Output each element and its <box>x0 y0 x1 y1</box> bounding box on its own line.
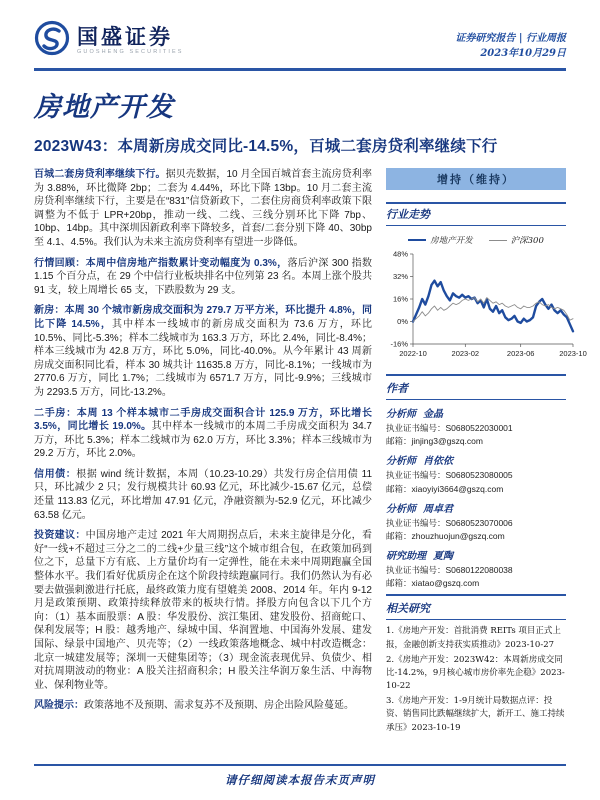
svg-text:2023-02: 2023-02 <box>451 349 480 358</box>
author-role: 分析师 <box>386 409 416 420</box>
authors-heading: 作者 <box>386 378 566 400</box>
chart-plot-area <box>386 248 587 366</box>
page-title: 房地产开发 <box>34 92 174 123</box>
sidebar <box>386 168 587 737</box>
paragraph-text: 落后沪深 300 指数 1.15 个百分点，在 29 个中信行业板块排名中位列第 23 名。本周上涨个股共 91 支，较上周增长 65 支，下跌股数为 29 支。 <box>34 257 372 296</box>
author-name: 周卓君 <box>422 503 453 515</box>
svg-text:-16%: -16% <box>390 339 408 349</box>
paragraph-investment-advice <box>34 529 372 692</box>
paragraph-lead: 风险提示： <box>34 700 84 712</box>
paragraph-lead: 行情回顾：本周中信房地产指数累计变动幅度为 0.3%， <box>34 257 288 269</box>
paragraph-mortgage-rate <box>34 168 372 250</box>
author-name: 夏陶 <box>432 551 453 563</box>
paragraph-text: 政策落地不及预期、需求复苏不及预期、房企出险风险蔓延。 <box>84 700 354 712</box>
author-role: 研究助理 <box>386 551 426 563</box>
legend-label: 沪深300 <box>510 236 544 246</box>
paragraph-text: 其中样本一线城市的本周二手房成交面积为 34.7 万方，环比 5.3%；样本二线城市为 62.0 万方，环比 3.3%；样本三线城市为 29.2 万方，环比 2.0%。 <box>34 421 372 460</box>
svg-text:2023-06: 2023-06 <box>506 349 535 358</box>
paragraph-lead: 百城二套房贷利率继续下行。 <box>34 169 166 180</box>
paragraph-lead: 信用债： <box>34 468 77 480</box>
email-value: xiatao@gszq.com <box>411 578 480 589</box>
cert-number: S0680523080005 <box>445 470 513 481</box>
legend-item-realestate <box>408 234 473 246</box>
cert-label: 执业证书编号： <box>386 423 446 433</box>
email-value: zhouzhuojun@gszq.com <box>411 530 505 541</box>
email-label: 邮箱： <box>386 530 412 541</box>
header <box>34 20 566 61</box>
footer <box>34 764 566 788</box>
paragraph-lead: 投资建议： <box>34 530 86 542</box>
author-name: 金晶 <box>422 409 443 420</box>
footer-disclaimer: 请仔细阅读本报告末页声明 <box>225 773 375 787</box>
paragraph-lead: 新房：本周 30 个城市新房成交面积为 279.7 万平方米，环比提升 4.8%，同比下降 14.5%， <box>34 305 372 330</box>
cert-label: 执业证书编号： <box>386 470 446 481</box>
cert-label: 执业证书编号： <box>386 517 446 528</box>
author-role: 分析师 <box>386 503 416 515</box>
paragraph-market-review <box>34 257 372 298</box>
email-label: 邮箱： <box>386 578 412 589</box>
related-research-item: 2.《房地产开发：2023W42：本周新房成交同比-14.2%，9月核心城市房价率先企稳》2023-10-22 <box>386 654 565 692</box>
brand-name-en: GUOSHENG SECURITIES <box>77 48 184 55</box>
legend-label: 房地产开发 <box>430 236 473 246</box>
author-entry <box>386 547 566 590</box>
svg-text:16%: 16% <box>392 294 408 304</box>
header-rule <box>34 68 566 71</box>
guosheng-logo-icon <box>34 20 70 61</box>
report-body <box>34 168 372 720</box>
author-entry <box>386 405 566 448</box>
cert-number: S0680523070006 <box>445 517 513 528</box>
email-label: 邮箱： <box>386 436 412 447</box>
author-name: 肖依依 <box>422 456 453 468</box>
legend-line-realestate-icon <box>408 239 426 241</box>
section-divider <box>386 374 566 376</box>
cert-number: S0680122080038 <box>445 565 513 576</box>
section-divider <box>386 594 566 596</box>
paragraph-risk-warning <box>34 699 372 713</box>
svg-text:0%: 0% <box>397 317 408 326</box>
legend-line-hs300-icon <box>489 240 507 241</box>
svg-text:48%: 48% <box>392 249 408 259</box>
legend-item-hs300 <box>489 234 544 246</box>
brand-name-cn: 国盛证券 <box>77 23 173 49</box>
author-entry <box>386 500 566 543</box>
related-research-list <box>386 625 566 734</box>
svg-text:2022-10: 2022-10 <box>399 349 427 358</box>
chart-legend <box>386 234 566 246</box>
paragraph-credit-bonds <box>34 468 372 522</box>
paragraph-text: 中国房地产走过 2021 年大周期拐点后，未来主旋律是分化，看好“一线+不超过三分之二的二线+少量三线”这个城市组合包，在政策加码到位之下，总量下方有底、上方量价均有一定弹性，能在未来中周期跑赢全国整体水平。我们看好优质房企在这个阶段持续跑赢同行。我们仍然认为有必要去做强刺激进行托底，最终政策力度有望媲美 2008、2014 年。年内 9-12 月是政策预期、政策持续释放带来的板块行情。择股方向包含以下几个方向：（1）基本面股票：A 股：华发股份、滨江集团、建发股份、招商蛇口、保利发展等；H 股：越秀地产、绿城中国、华润置地、中国海外发展、建发国际、绿景中国地产、贝壳等；（2）一线政策落地概念、城中村改造概念：北京一城建发展等；深圳一天健集团等；（3）现金流表现优异、负债少、相对抗周期波动的物业：A 股关注招商积余；H 股关注华润万象生活、中海物业、保利物业等。 <box>34 530 373 691</box>
cert-number: S0680522030001 <box>445 423 513 433</box>
paragraph-secondhand-homes <box>34 407 372 461</box>
email-value: jinjing3@gszq.com <box>411 436 483 447</box>
brand <box>34 20 184 61</box>
related-research-item: 1.《房地产开发：首批消费 REITs 项目正式上报，金融创新支持获实质推动》2023-10-27 <box>386 626 561 650</box>
svg-text:32%: 32% <box>392 272 408 281</box>
paragraph-new-homes <box>34 304 372 399</box>
svg-text:2023-10: 2023-10 <box>559 349 587 358</box>
report-type: 证券研究报告 | 行业周报 <box>455 33 566 44</box>
cert-label: 执业证书编号： <box>386 565 446 576</box>
email-label: 邮箱： <box>386 483 412 494</box>
related-research-heading: 相关研究 <box>386 598 566 620</box>
rating-badge: 增持（维持） <box>386 168 566 190</box>
author-role: 分析师 <box>386 456 416 468</box>
email-value: xiaoyiyi3664@gszq.com <box>411 483 504 494</box>
report-subtitle: 2023W43：本周新房成交同比-14.5%，百城二套房贷利率继续下行 <box>34 138 498 155</box>
paragraph-text: 其中样本一线城市的新房成交面积为 73.6 万方，环比 10.5%、同比-5.3%；样本二线城市为 163.3 万方，环比 2.4%，同比-8.4%；样本三线城市为 42.8 万方，环比 5.0%，同比-40.0%。从今年累计 43 周新房成交面积同比看，样本 30 城共计 11635.8 万方，同比-8.1%；一线城市为 2770.6 万方，同比 1.7%；二线城市为 6571.7 万方，同比-9.9%；三线城市为 2293.5 万方，同比-13.2%。 <box>34 318 372 398</box>
report-date: 2023年10月29日 <box>480 48 566 59</box>
related-research-item: 3.《房地产开发：1-9月统计局数据点评：投资、销售同比跌幅继续扩大，新开工、施工持续承压》2023-10-19 <box>386 696 565 733</box>
author-entry <box>386 452 566 495</box>
paragraph-text: 据贝壳数据，10 月全国百城首套主流房贷利率为 3.88%，环比微降 2bp；二套为 4.44%，环比下降 13bp。10 月二套主流房贷利率继续下行，主要是在“831”信贷新政下，二套住房商贷利率政策下限调整为不低于 LPR+20bp，推动一线、二线、三线分别环比下降 7bp、10bp、14bp。其中深圳因新政利率下降较多，首套/二套分别下降 40、30bp 至 4.1、4.5%。我们认为未来主流房贷利率有望进一步降低。 <box>34 169 373 248</box>
authors-list <box>386 405 566 590</box>
paragraph-lead: 二手房：本周 13 个样本城市二手房成交面积合计 125.9 万方，环比增长 3.5%，同比增长 19.0%。 <box>34 407 372 433</box>
industry-trend-chart <box>386 234 587 366</box>
industry-trend-heading: 行业走势 <box>386 202 566 226</box>
paragraph-text: 根据 wind 统计数据，本周（10.23-10.29）共发行房企信用债 11 只，环比减少 2 只；发行规模共计 60.93 亿元，环比减少-15.67 亿元，总偿还量 113.83 亿元，环比增加 47.91 亿元，净融资额为-52.9 亿元，环比减少 63.58 亿元。 <box>34 468 372 521</box>
